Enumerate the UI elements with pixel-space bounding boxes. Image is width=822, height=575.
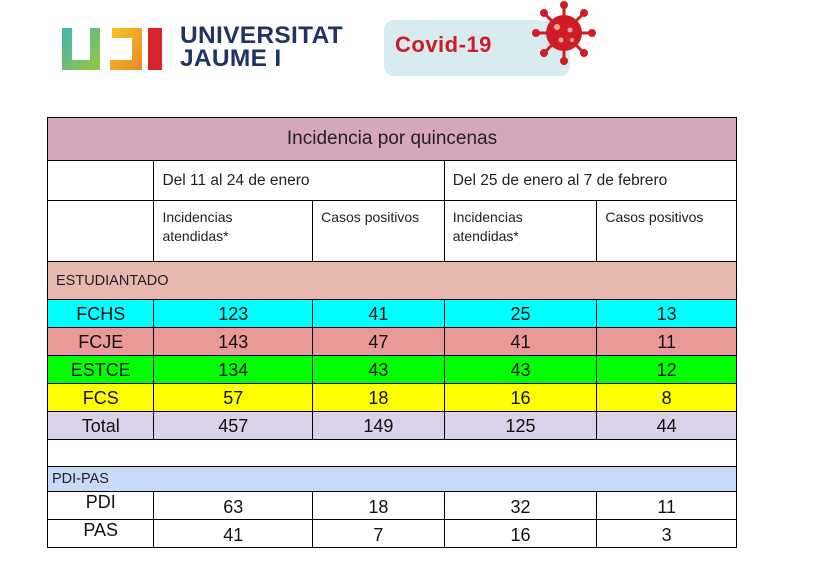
- row-label: FCJE: [48, 328, 154, 356]
- spacer-row: [48, 440, 737, 467]
- cell-value: 125: [444, 412, 597, 440]
- table-row: [48, 328, 737, 356]
- table-title: Incidencia por quincenas: [48, 118, 737, 161]
- university-name: UNIVERSITAT JAUME I: [180, 22, 344, 72]
- period-2-header: Del 25 de enero al 7 de febrero: [444, 161, 736, 201]
- row-label: Total: [48, 412, 154, 440]
- table-row: [48, 356, 737, 384]
- cell-value: 47: [313, 328, 445, 356]
- cell-value: 18: [313, 384, 445, 412]
- p2-casos-header: Casos positivos: [597, 201, 737, 262]
- uji-logo: [60, 22, 360, 76]
- cell-value: 13: [597, 300, 737, 328]
- cell-value: 44: [597, 412, 737, 440]
- row-label: PAS: [48, 520, 154, 548]
- cell-value: 8: [597, 384, 737, 412]
- cell-value: 12: [597, 356, 737, 384]
- cell-value: 134: [154, 356, 313, 384]
- table-row: [48, 492, 737, 520]
- section-pdi-pas: PDI-PAS: [48, 467, 737, 492]
- period-1-header: Del 11 al 24 de enero: [154, 161, 444, 201]
- cell-value: 3: [597, 520, 737, 548]
- cell-value: 41: [154, 520, 313, 548]
- virus-icon: [528, 0, 600, 66]
- p1-casos-header: Casos positivos: [313, 201, 445, 262]
- p1-incidencias-header: Incidencias atendidas*: [154, 201, 313, 262]
- cell-value: 18: [313, 492, 445, 520]
- cell-value: 43: [444, 356, 597, 384]
- p2-incidencias-header: Incidencias atendidas*: [444, 201, 597, 262]
- cell-value: 43: [313, 356, 445, 384]
- empty-cell: [48, 161, 154, 201]
- section-estudiantado: ESTUDIANTADO: [48, 262, 737, 300]
- cell-value: 11: [597, 328, 737, 356]
- table-row: [48, 520, 737, 548]
- uji-logo-mark: [60, 26, 164, 72]
- cell-value: 57: [154, 384, 313, 412]
- table-row-total: [48, 412, 737, 440]
- row-label: PDI: [48, 492, 154, 520]
- covid-label: Covid-19: [395, 32, 492, 57]
- cell-value: 25: [444, 300, 597, 328]
- cell-value: 457: [154, 412, 313, 440]
- table-row: [48, 384, 737, 412]
- row-label: FCHS: [48, 300, 154, 328]
- cell-value: 41: [444, 328, 597, 356]
- table-row: [48, 300, 737, 328]
- cell-value: 16: [444, 384, 597, 412]
- cell-value: 123: [154, 300, 313, 328]
- cell-value: 63: [154, 492, 313, 520]
- row-label: ESTCE: [48, 356, 154, 384]
- cell-value: 16: [444, 520, 597, 548]
- cell-value: 7: [313, 520, 445, 548]
- cell-value: 32: [444, 492, 597, 520]
- incidence-table: [47, 117, 737, 548]
- cell-value: 11: [597, 492, 737, 520]
- cell-value: 143: [154, 328, 313, 356]
- row-label: FCS: [48, 384, 154, 412]
- cell-value: 149: [313, 412, 445, 440]
- cell-value: 41: [313, 300, 445, 328]
- empty-cell: [48, 201, 154, 262]
